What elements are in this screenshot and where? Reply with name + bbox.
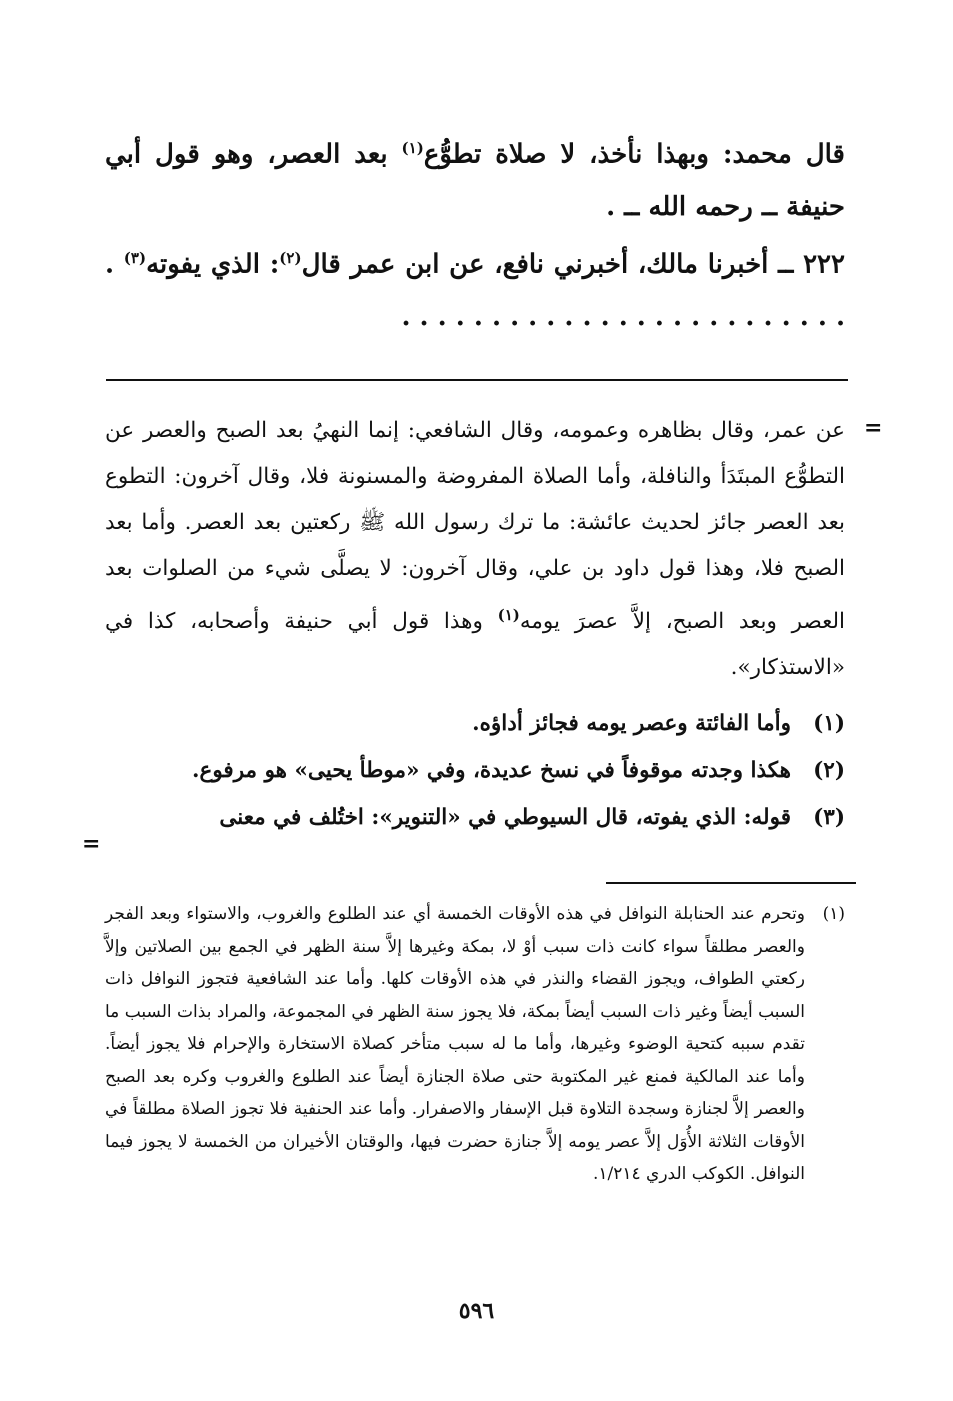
- commentary-text: وهذا قول أبي حنيفة وأصحابه، كذا في «الاستذكار».: [105, 609, 845, 681]
- commentary-ref-1: (١): [497, 606, 520, 624]
- subnote-divider-line: [606, 882, 856, 884]
- footnote-ref-2: (٢): [279, 249, 302, 267]
- footnote-2: [105, 747, 845, 794]
- hadith-paragraph: [105, 232, 845, 343]
- footnotes-list: [105, 700, 845, 841]
- subnote-1: [105, 898, 845, 1191]
- main-text-paragraph: [105, 122, 845, 233]
- main-text-line: بعد العصر، وهو قول أبي حنيفة ــ رحمه الله ــ .: [105, 139, 845, 222]
- main-text-line: قال محمد: وبهذا نأخذ، لا صلاة تطوُّع: [423, 139, 845, 170]
- subnote-number: (١): [822, 904, 845, 924]
- commentary-text: عن عمر، وقال بظاهره وعمومه، وقال الشافعي: إنما النهيُ بعد الصبح والعصر عن التطوُّع المبتَدَأ والنافلة، وأما الصلاة المفروضة والمسنونة فلا، وقال آخرون: التطوع بعد العصر جائز لحديث عائشة: ما ترك رسول الله ﷺ ركعتين بعد العصر. وأما بعد الصبح فلا، وهذا قول داود بن علي، وقال آخرون: لا يصلَّى شيء من الصلوات بعد العصر وبعد الصبح، إلاَّ عصرَ يومه: [105, 418, 845, 635]
- footnote-ref-3: (٣): [123, 249, 147, 267]
- footnote-1: [105, 700, 845, 747]
- footnote-3: [105, 794, 845, 841]
- continuation-marker: =: [864, 415, 883, 441]
- page-number: ٥٩٦: [458, 1298, 495, 1324]
- footnote-number: (٣): [813, 805, 845, 830]
- commentary-paragraph: [105, 408, 845, 691]
- footnote-ref-1: (١): [401, 139, 424, 157]
- footnote-text: قوله: الذي يفوته، قال السيوطي في «التنوير»: اختُلف في معنى: [219, 805, 791, 830]
- subnote-block: [105, 898, 845, 1191]
- main-divider-line: [106, 379, 848, 381]
- footnote-number: (٢): [813, 758, 845, 783]
- footnote-text: وأما الفائتة وعصر يومه فجائز أداؤه.: [472, 711, 791, 736]
- hadith-text: : الذي يفوته: [146, 249, 280, 280]
- ellipsis-dots: . . . . . . . . . . . . . . . . . . . . . . . . . .: [105, 249, 845, 332]
- continuation-marker: =: [82, 831, 101, 857]
- subnote-text: وتحرم عند الحنابلة النوافل في هذه الأوقات الخمسة أي عند الطلوع والغروب، والاستواء وبعد الفجر والعصر مطلقاً سواء كانت ذات سبب أوْ لا، بمكة وغيرها إلاَّ سنة الظهر في الجمع بين الصلاتين وإلاَّ ركعتي الطواف، ويجوز القضاء والنذر في هذه الأوقات كلها. وأما عند الشافعية فتجوز النوافل ذات السبب أيضاً وغير ذات السبب أيضاً بمكة، فلا يجوز سنة الظهر في المجموعة، والمراد بذات السبب ما تقدم سببه كتحية الوضوء وغيرها، وأما ما له سبب متأخر كصلاة الاستخارة والإحرام فلا يجوز أيضاً. وأما عند المالكية فمنع غير المكتوبة حتى صلاة الجنازة أيضاً عند الطلوع والغروب وكره بعد الصبح والعصر إلاَّ لجنازة وسجدة التلاوة قبل الإسفار والاصفرار. وأما عند الحنفية فلا تجوز الصلاة مطلقاً في الأوقات الثلاثة الأُوَل إلاَّ عصر يومه إلاَّ جنازة حضرت فيها، والوقتان الأخيران من الخمسة لا يجوز فيما النوافل. الكوكب الدري ١/٢١٤.: [105, 904, 805, 1184]
- footnote-text: هكذا وجدته موقوفاً في نسخ عديدة، وفي «موطأ يحيى» هو مرفوع.: [192, 758, 791, 783]
- footnote-number: (١): [813, 711, 845, 736]
- hadith-text: ٢٢٢ ــ أخبرنا مالك، أخبرني نافع، عن ابن عمر قال: [301, 249, 845, 280]
